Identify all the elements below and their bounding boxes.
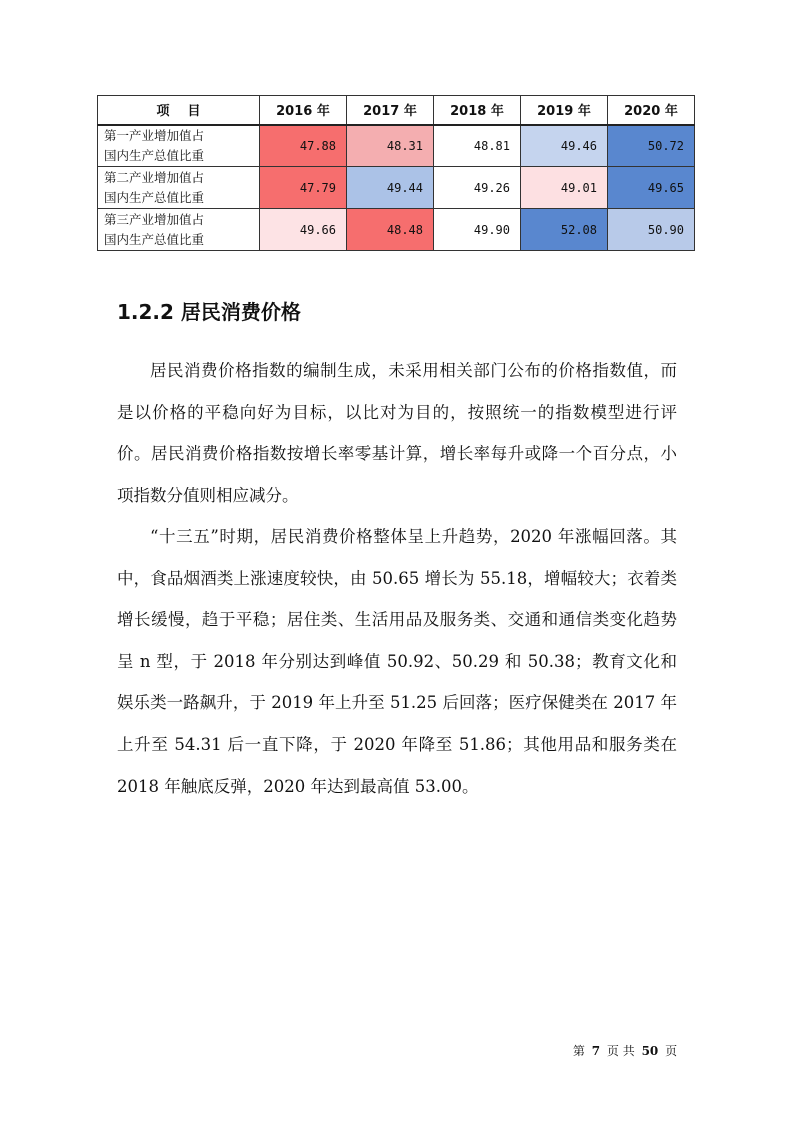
value-cell: 49.66 xyxy=(260,209,347,251)
page-footer-middle: 页 共 xyxy=(606,1044,635,1058)
section-heading: 1.2.2 居民消费价格 xyxy=(117,300,301,324)
page-footer-prefix: 第 xyxy=(572,1044,585,1058)
value-cell: 49.46 xyxy=(521,125,608,167)
value-cell: 48.81 xyxy=(434,125,521,167)
value-cell: 50.72 xyxy=(608,125,695,167)
table-header-row xyxy=(98,96,695,125)
data-table xyxy=(97,95,695,251)
page-footer-suffix: 页 xyxy=(665,1044,678,1058)
row-label xyxy=(98,125,260,167)
value-cell: 49.26 xyxy=(434,167,521,209)
body-paragraph: “十三五”时期，居民消费价格整体呈上升趋势，2020 年涨幅回落。其中，食品烟酒类上涨速度较快，由 50.65 增长为 55.18，增幅较大；衣着类增长缓慢，趋于平稳；居住类、生活用品及服务类、交通和通信类变化趋势呈 n 型，于 2018 年分别达到峰值 50.92、50.29 和 50.38；教育文化和娱乐类一路飙升，于 2019 年上升至 51.25 后回落；医疗保健类在 2017 年上升至 54.31 后一直下降，于 2020 年降至 51.86；其他用品和服务类在 2018 年触底反弹，2020 年达到最高值 53.00。 xyxy=(117,527,677,796)
body-paragraph: 居民消费价格指数的编制生成，未采用相关部门公布的价格指数值，而是以价格的平稳向好为目标，以比对为目的，按照统一的指数模型进行评价。居民消费价格指数按增长率零基计算，增长率每升或降一个百分点，小项指数分值则相应减分。 xyxy=(117,361,677,505)
value-cell: 49.01 xyxy=(521,167,608,209)
row-label-line: 第一产业增加值占 xyxy=(104,127,205,143)
value-cell: 48.48 xyxy=(347,209,434,251)
value-cell: 47.79 xyxy=(260,167,347,209)
value-cell: 52.08 xyxy=(521,209,608,251)
row-label-line: 第二产业增加值占 xyxy=(104,169,205,185)
value-cell: 47.88 xyxy=(260,125,347,167)
row-label-line: 国内生产总值比重 xyxy=(104,231,205,247)
value-cell: 49.65 xyxy=(608,167,695,209)
row-label-line: 第三产业增加值占 xyxy=(104,211,205,227)
table-row xyxy=(98,125,695,167)
value-cell: 50.90 xyxy=(608,209,695,251)
value-cell: 49.44 xyxy=(347,167,434,209)
column-header-item: 项目 xyxy=(98,96,260,125)
value-cell: 49.90 xyxy=(434,209,521,251)
current-page-number: 7 xyxy=(591,1044,601,1058)
total-pages-number: 50 xyxy=(641,1044,659,1058)
column-header-year: 2017 年 xyxy=(347,96,434,125)
row-label-line: 国内生产总值比重 xyxy=(104,147,205,163)
value-cell: 48.31 xyxy=(347,125,434,167)
table-row xyxy=(98,209,695,251)
row-label xyxy=(98,209,260,251)
row-label xyxy=(98,167,260,209)
column-header-year: 2019 年 xyxy=(521,96,608,125)
column-header-year: 2018 年 xyxy=(434,96,521,125)
table-row xyxy=(98,167,695,209)
row-label-line: 国内生产总值比重 xyxy=(104,189,205,205)
page-footer xyxy=(560,1042,690,1059)
column-header-year: 2016 年 xyxy=(260,96,347,125)
column-header-year: 2020 年 xyxy=(608,96,695,125)
